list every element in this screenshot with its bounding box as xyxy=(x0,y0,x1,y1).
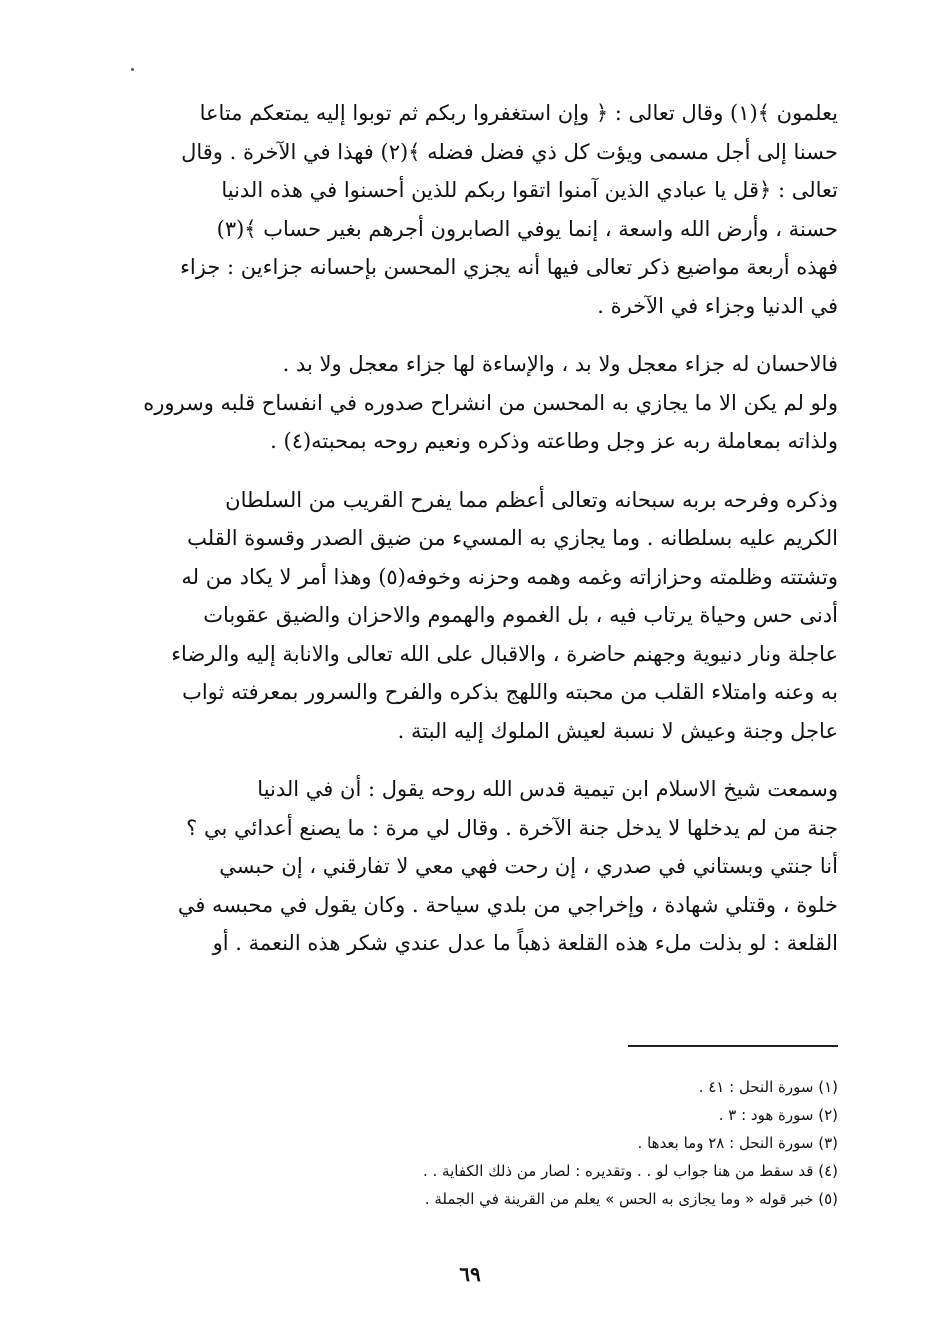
text-line: ولو لم يكن الا ما يجازي به المحسن من انشراح صدوره في انفساح قلبه وسروره xyxy=(143,390,838,415)
page-speck xyxy=(131,68,134,71)
text-line: ولذاته بمعاملة ربه عز وجل وطاعته وذكره ونعيم روحه بمحبته(٤) . xyxy=(270,429,838,453)
text-line: أدنى حس وحياة يرتاب فيه ، بل الغموم والهموم والاحزان والضيق عقوبات xyxy=(203,603,838,627)
footnotes xyxy=(200,1073,838,1213)
text-line: فهذه أربعة مواضيع ذكر تعالى فيها أنه يجزي المحسن بإحسانه جزاءين : جزاء xyxy=(180,255,838,279)
text-line: عاجل وجنة وعيش لا نسبة لعيش الملوك إليه البتة . xyxy=(397,718,838,743)
main-text xyxy=(128,94,838,963)
text-line: وذكره وفرحه بربه سبحانه وتعالى أعظم مما يفرح القريب من السلطان xyxy=(225,487,838,512)
footnote-1: (١) سورة النحل : ٤١ . xyxy=(698,1078,838,1096)
paragraph-1 xyxy=(128,94,838,325)
text-line: وتشتته وظلمته وحزازاته وغمه وهمه وحزنه وخوفه(٥) وهذا أمر لا يكاد من له xyxy=(181,564,838,589)
paragraph-2 xyxy=(128,345,838,461)
paragraph-4 xyxy=(128,770,838,963)
text-line: تعالى : ﴿قل يا عبادي الذين آمنوا اتقوا ربكم للذين أحسنوا في هذه الدنيا xyxy=(221,178,838,202)
paragraph-3 xyxy=(128,481,838,751)
page-number: ٦٩ xyxy=(459,1262,481,1286)
footnote-divider xyxy=(628,1045,838,1047)
text-line: جنة من لم يدخلها لا يدخل جنة الآخرة . وقال لي مرة : ما يصنع أعدائي بي ؟ xyxy=(186,815,838,840)
text-line: يعلمون ﴾(١) وقال تعالى : ﴿ وإن استغفروا ربكم ثم توبوا إليه يمتعكم متاعا xyxy=(199,101,838,125)
footnote-5: (٥) خبر قوله « وما يجازى به الحس » يعلم من القرينة في الجملة . xyxy=(424,1190,838,1208)
footnote-2: (٢) سورة هود : ٣ . xyxy=(718,1106,838,1124)
text-line: خلوة ، وقتلي شهادة ، وإخراجي من بلدي سياحة . وكان يقول في محبسه في xyxy=(177,892,838,917)
text-line: القلعة : لو بذلت ملء هذه القلعة ذهباً ما عدل عندي شكر هذه النعمة . أو xyxy=(212,931,838,955)
text-line: به وعنه وامتلاء القلب من محبته واللهج بذكره والفرح والسرور بمعرفته ثواب xyxy=(182,680,838,704)
text-line: وسمعت شيخ الاسلام ابن تيمية قدس الله روحه يقول : أن في الدنيا xyxy=(257,777,838,801)
text-line: حسنا إلى أجل مسمى ويؤت كل ذي فضل فضله ﴾(٢) فهذا في الآخرة . وقال xyxy=(181,139,838,164)
footnote-4: (٤) قد سقط من هنا جواب لو . . وتقديره : لصار من ذلك الكفاية . . xyxy=(422,1162,838,1180)
text-line: حسنة ، وأرض الله واسعة ، إنما يوفي الصابرون أجرهم بغير حساب ﴾(٣) xyxy=(216,216,838,241)
footnote-3: (٣) سورة النحل : ٢٨ وما بعدها . xyxy=(637,1134,838,1152)
text-line: أنا جنتي وبستاني في صدري ، إن رحت فهي معي لا تفارقني ، إن حبسي xyxy=(219,854,838,878)
text-line: فالاحسان له جزاء معجل ولا بد ، والإساءة لها جزاء معجل ولا بد . xyxy=(282,352,838,376)
text-line: الكريم عليه بسلطانه . وما يجازي به المسيء من ضيق الصدر وقسوة القلب xyxy=(187,526,838,550)
text-line: في الدنيا وجزاء في الآخرة . xyxy=(597,293,838,318)
text-line: عاجلة ونار دنيوية وجهنم حاضرة ، والاقبال على الله تعالى والانابة إليه والرضاء xyxy=(171,641,838,666)
